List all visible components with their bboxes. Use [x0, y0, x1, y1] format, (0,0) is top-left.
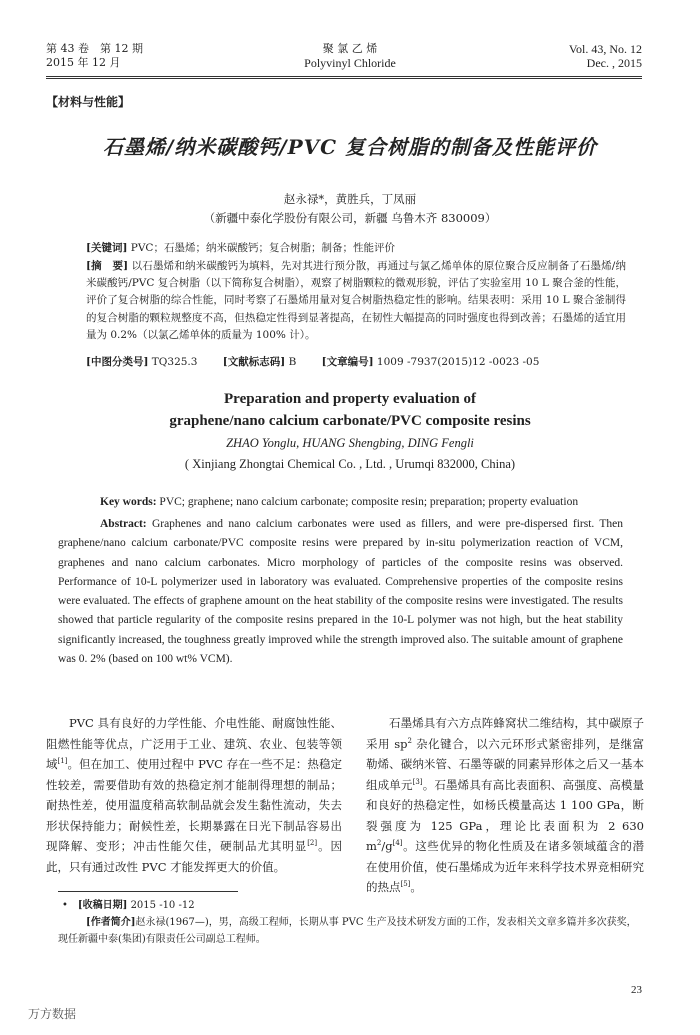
citation-3: [3]	[412, 777, 423, 786]
keywords-cn	[86, 240, 626, 257]
body-left-part3: 。因此，只有通过改性 PVC 才能发挥更大的价值。	[46, 839, 343, 874]
abstract-label-cn: [摘 要]	[86, 260, 129, 272]
affiliation-en: ( Xinjiang Zhongtai Chemical Co. , Ltd. , Urumqi 832000, China)	[184, 457, 516, 471]
body-right-part3: 。石墨烯具有高比表面积、高强度、高模量和良好的热稳定性，如杨氏模量高达 1 100 GPa，断裂强度为 125 GPa，理论比表面积为 2 630 m	[366, 777, 645, 853]
keywords-text-en: PVC; graphene; nano calcium carbonate; composite resin; preparation; property evaluation	[159, 496, 579, 508]
abstract-text-cn: 以石墨烯和纳米碳酸钙为填料，先对其进行预分散，再通过与氯乙烯单体的原位聚合反应制备了石墨烯/纳米碳酸钙/PVC 复合树脂（以下简称复合树脂），观察了树脂颗粒的微观形貌，评估了实验室用 10 L 聚合釜的性能，评价了复合树脂的综合性能，同时考察了石墨烯用量对复合树脂热稳定性的影响。结果表明：采用 10 L 聚合釜制得的复合树脂的颗粒规整度不高，但热稳定性得到显著提高，在韧性大幅提高的同时强度也得到改善；石墨烯的适宜用量为 0.2%（以氯乙烯单体的质量为 100% 计）。	[86, 260, 626, 341]
received-value: 2015 -10 -12	[130, 900, 195, 911]
m2-superscript: 2	[376, 839, 382, 848]
abstract-en	[58, 515, 623, 669]
clc-label: [中图分类号]	[86, 356, 149, 368]
citation-1: [1]	[57, 757, 68, 766]
keywords-label-en: Key words:	[100, 496, 157, 508]
footnote-bullet: •	[62, 900, 78, 911]
body-left-part1: PVC 具有良好的力学性能、介电性能、耐腐蚀性能、阻燃性能等优点，广泛用于工业、建筑、农业、包装等领域	[46, 716, 342, 771]
paper-title-cn: 石墨烯/纳米碳酸钙/PVC 复合树脂的制备及性能评价	[102, 135, 598, 159]
received-label: [收稿日期]	[77, 900, 128, 911]
bio-text: 赵永禄(1967—)，男，高级工程师，长期从事 PVC 生产及技术研发方面的工作，发表相关文章多篇并多次获奖，现任新疆中泰(集团)有限责任公司副总工程师。	[58, 917, 637, 945]
abstract-label-en: Abstract:	[100, 518, 147, 530]
citation-2: [2]	[307, 839, 318, 848]
bio-label: [作者简介]	[86, 917, 136, 928]
keywords-en	[100, 496, 630, 508]
header-rule-2	[46, 78, 642, 79]
body-column-left	[46, 713, 342, 877]
classification-line	[86, 354, 626, 369]
journal-name-en: Polyvinyl Chloride	[304, 56, 396, 70]
authors-cn: 赵永禄*，黄胜兵，丁凤丽	[283, 192, 417, 206]
received-date	[62, 896, 195, 911]
volume-number-en: Vol. 43, No. 12	[568, 42, 642, 56]
body-left-part2: 。但在加工、使用过程中 PVC 存在一些不足：热稳定性较差，需要借助有效的热稳定剂才能制得理想的制品；耐热性差，使用温度稍高软制品就会发生黏性流动，失去形状保持能力；耐候性差，长期暴露在日光下制品容易出现降解、变形；冲击性能欠佳，硬制品尤其明显	[46, 757, 343, 853]
citation-5: [5]	[400, 880, 411, 889]
journal-volume-issue	[46, 42, 143, 70]
body-right-part1: 石墨烯具有六方点阵蜂窝状二维结构，其中碳原子采用 sp	[366, 716, 644, 751]
abstract-cn	[86, 258, 626, 344]
body-right-part4: /g	[381, 839, 393, 853]
doc-code-label: [文献标志码]	[222, 356, 286, 368]
article-no-value: 1009 -7937(2015)12 -0023 -05	[376, 356, 540, 368]
footnote-rule	[58, 891, 238, 892]
page-number: 23	[631, 984, 642, 996]
citation-4: [4]	[392, 839, 403, 848]
sp2-superscript: 2	[407, 736, 412, 745]
keywords-label-cn: [关键词]	[86, 242, 128, 254]
header-rule	[46, 76, 642, 77]
journal-name	[250, 42, 450, 70]
journal-citation	[569, 42, 642, 70]
authors-en: ZHAO Yonglu, HUANG Shengbing, DING Fengli	[226, 436, 474, 450]
article-no-label: [文章编号]	[321, 356, 374, 368]
keywords-text-cn: PVC；石墨烯；纳米碳酸钙；复合树脂；制备；性能评价	[130, 242, 395, 254]
body-right-part5: 。这些优异的物化性质及在诸多领域蕴含的潜在使用价值，使石墨烯成为近年来科学技术界竞相研究的热点	[366, 839, 644, 894]
paper-title-en-line1: Preparation and property evaluation of	[224, 391, 476, 407]
section-label: 【材料与性能】	[46, 95, 131, 109]
affiliation-cn: （新疆中泰化学股份有限公司，新疆 乌鲁木齐 830009）	[203, 211, 497, 225]
watermark: 万方数据	[28, 1007, 77, 1021]
body-column-right	[366, 713, 644, 898]
doc-code-value: B	[288, 356, 297, 368]
journal-name-cn: 聚 氯 乙 烯	[322, 42, 378, 55]
issue-date: 2015 年 12 月	[46, 56, 121, 69]
volume-issue: 第 43 卷 第 12 期	[46, 42, 143, 55]
body-right-part2: 杂化键合，以六元环形式紧密排列，是继富勒烯、碳纳米管、石墨等碳的同素异形体之后又一基本组成单元	[366, 736, 644, 792]
clc-value: TQ325.3	[151, 356, 198, 368]
author-bio	[58, 914, 644, 948]
abstract-text-en: Graphenes and nano calcium carbonates were used as fillers, and were pre-dispersed first. Then graphene/nano calcium carbonate/PVC composite resins were prepared by in-situ polymerization reaction of VCM, graphenes and nano calcium carbonates. Micro morphology of particles of the composite resins was observed. Performance of 10-L polymerizer used in laboratory was evaluated. Comprehensive properties of the composite resins were evaluated. The effects of graphene amount on the heat stability of the composite resins were investigated. The results showed that particle regularity of the composite resins prepared in the 10-L polymer was not high, but the heat stability significantly increased, the toughness greatly improved while the strength improved also. The suitable amount of graphene was 0. 2% (based on 100 wt% VCM).	[58, 518, 623, 666]
body-right-part6: 。	[410, 880, 422, 894]
paper-title-en-line2: graphene/nano calcium carbonate/PVC composite resins	[169, 413, 531, 429]
date-en: Dec. , 2015	[586, 56, 642, 70]
